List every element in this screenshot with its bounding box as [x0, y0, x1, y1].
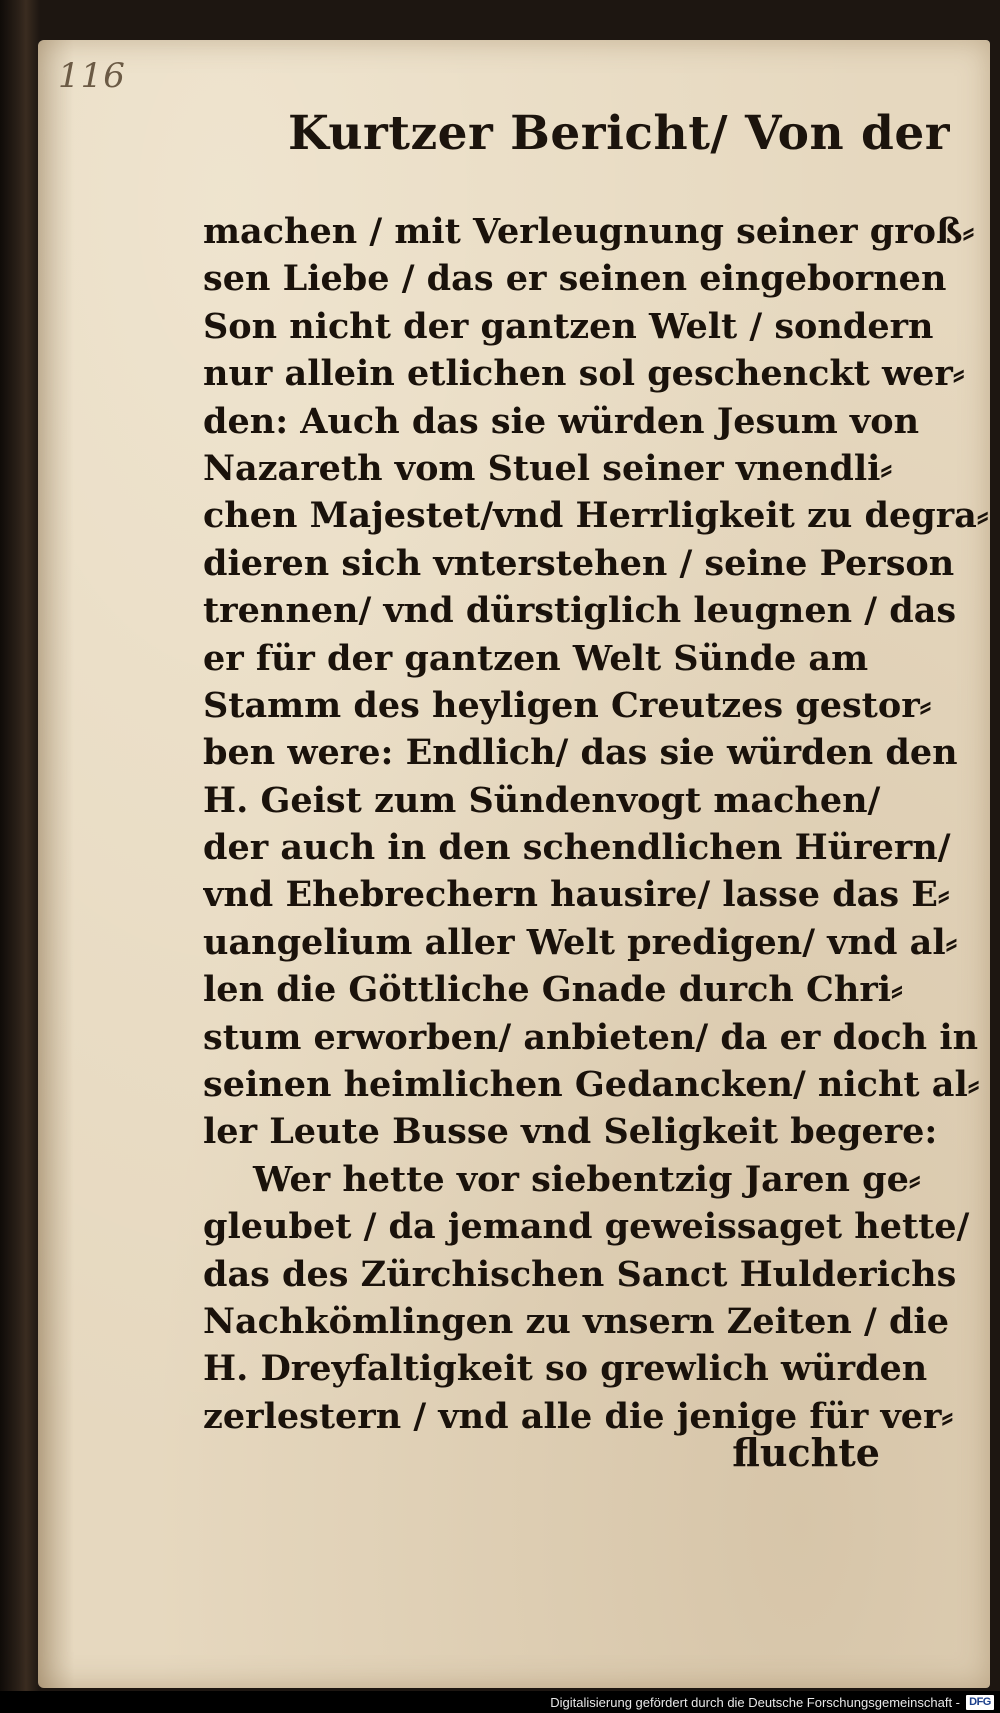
text-line: das des Zürchischen Sanct Hulderichs	[203, 1253, 957, 1295]
text-line: H. Geist zum Sündenvogt machen/	[203, 779, 881, 821]
credit-bar	[0, 1691, 1000, 1713]
text-line: chen Majestet/vnd Herrligkeit zu degra⸗	[203, 495, 988, 537]
text-line: der auch in den schendlichen Hürern/	[203, 827, 951, 869]
text-line: dieren sich vnterstehen / seine Person	[203, 542, 955, 584]
text-line: H. Dreyfaltigkeit so grewlich würden	[203, 1348, 928, 1390]
text-line: Nachkömlingen zu vnsern Zeiten / die	[203, 1300, 949, 1342]
book-page	[38, 40, 990, 1688]
text-line: ben were: Endlich/ das sie würden den	[203, 732, 958, 774]
running-head: Kurtzer Bericht/ Von der	[288, 106, 951, 161]
text-line: vnd Ehebrechern hausire/ lasse das E⸗	[203, 874, 950, 916]
text-line: len die Göttliche Gnade durch Chri⸗	[203, 969, 903, 1011]
text-line: er für der gantzen Welt Sünde am	[203, 637, 869, 679]
text-line: ler Leute Busse vnd Seligkeit begere:	[203, 1111, 938, 1153]
text-line: stum erworben/ anbieten/ da er doch in	[203, 1016, 979, 1058]
text-line: seinen heimlichen Gedancken/ nicht al⸗	[203, 1064, 980, 1106]
text-line: sen Liebe / das er seinen eingebornen	[203, 258, 947, 300]
funding-credit: Digitalisierung gefördert durch die Deutsche Forschungsgemeinschaft -	[550, 1695, 960, 1710]
catchword: fluchte	[732, 1430, 880, 1475]
text-line: Nazareth vom Stuel seiner vnendli⸗	[203, 447, 893, 489]
text-line: gleubet / da jemand geweissaget hette/	[203, 1206, 970, 1248]
text-line: nur allein etlichen sol geschenckt wer⸗	[203, 353, 965, 395]
text-line: zerlestern / vnd alle die jenige für ver⸗	[203, 1395, 954, 1437]
text-line: machen / mit Verleugnung seiner groß⸗	[203, 211, 975, 252]
paragraph-start-line: Wer hette vor siebentzig Jaren ge⸗	[253, 1158, 921, 1200]
text-line: Son nicht der gantzen Welt / sondern	[203, 305, 934, 347]
text-line: trennen/ vnd dürstiglich leugnen / das	[203, 590, 957, 632]
page-number: 116	[58, 56, 126, 96]
text-line: uangelium aller Welt predigen/ vnd al⸗	[203, 921, 958, 963]
text-line: Stamm des heyligen Creutzes gestor⸗	[203, 684, 932, 726]
text-line: den: Auch das sie würden Jesum von	[203, 400, 920, 442]
dfg-logo: DFG	[966, 1695, 994, 1710]
page-body-text	[203, 208, 988, 1440]
